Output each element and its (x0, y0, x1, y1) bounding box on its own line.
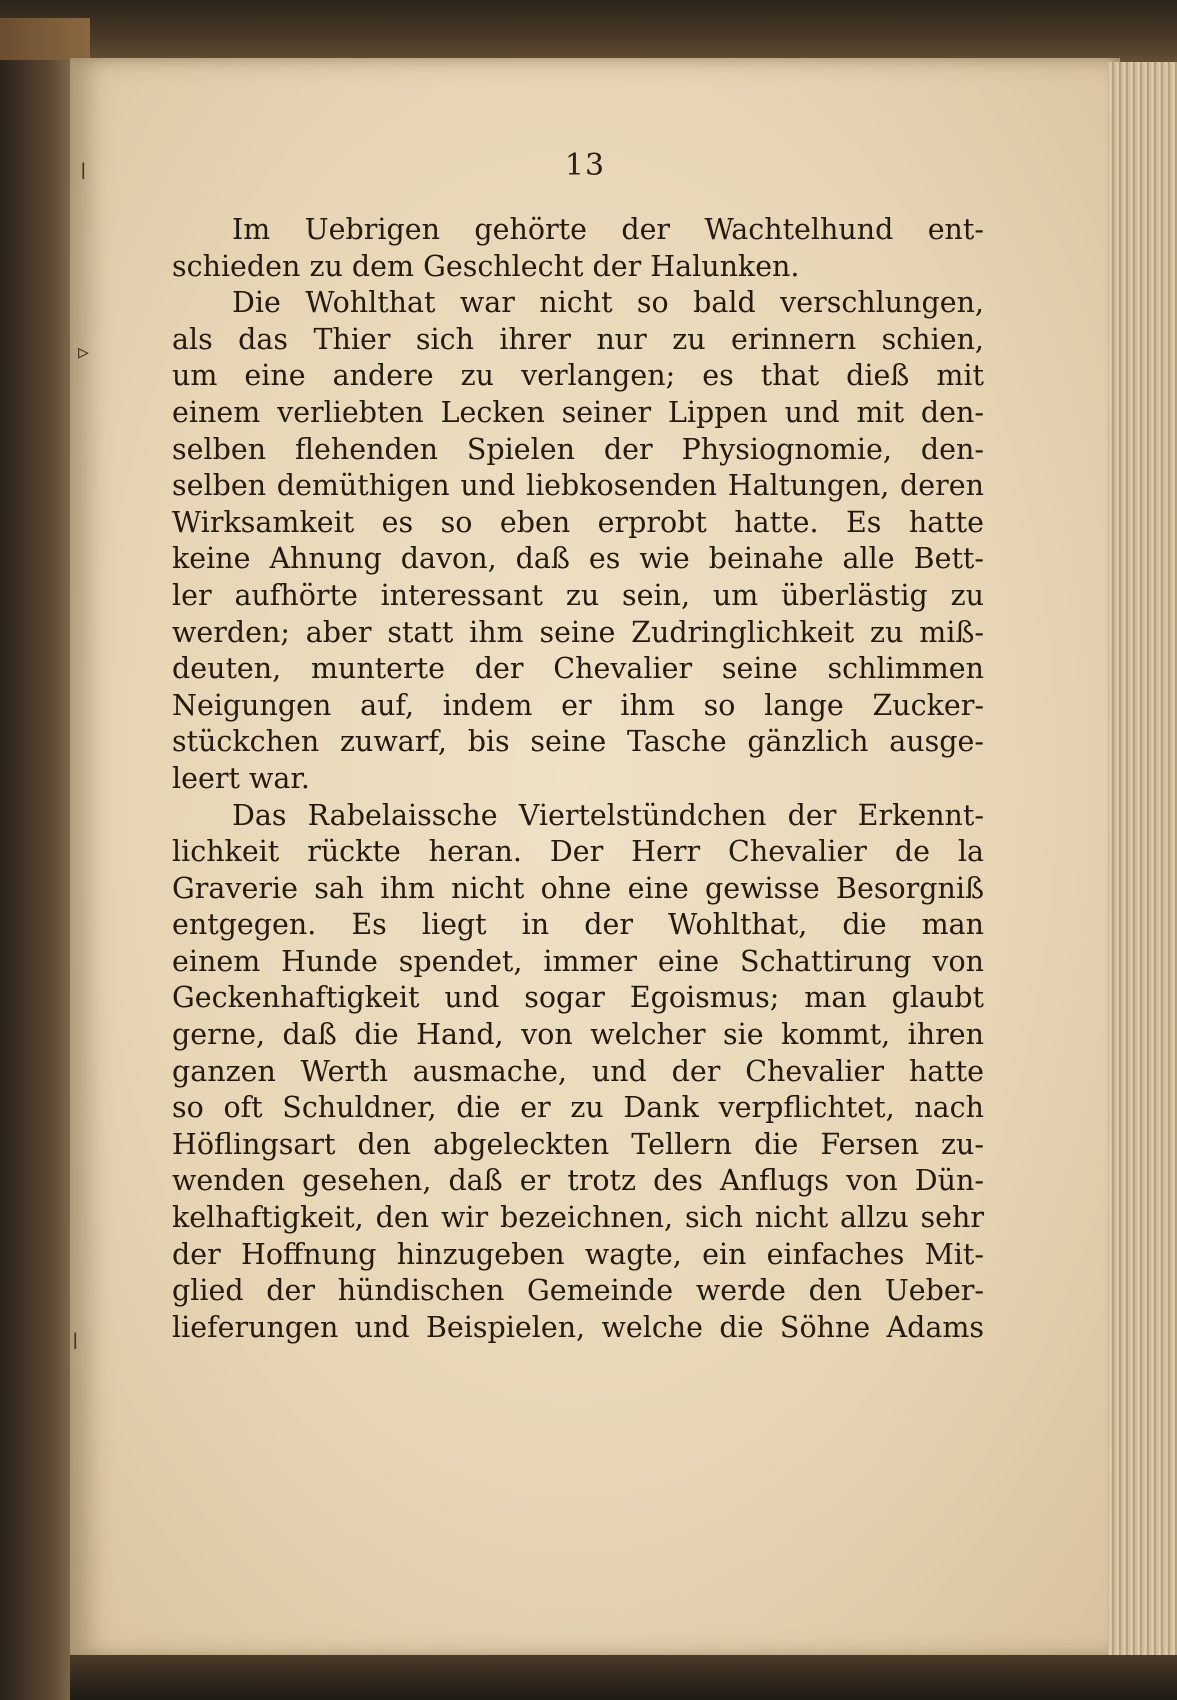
margin-mark: ▹ (78, 340, 90, 365)
text-line: schieden zu dem Geschlecht der Halunken. (172, 249, 800, 283)
text-line: einem Hunde spendet, immer eine Schattirung von (172, 944, 984, 978)
text-line: als das Thier sich ihrer nur zu erinnern schien, (172, 322, 984, 356)
margin-mark: ǀ (72, 1330, 79, 1355)
text-line: entgegen. Es liegt in der Wohlthat, die man (172, 908, 984, 942)
text-line: Geckenhaftigkeit und sogar Egoismus; man glaubt (172, 981, 984, 1015)
text-line: deuten, munterte der Chevalier seine schlimmen (172, 652, 984, 686)
body-text (172, 212, 984, 1346)
text-line: Die Wohlthat war nicht so bald verschlungen, (232, 286, 984, 320)
text-line: ganzen Werth ausmache, und der Chevalier hatte (172, 1054, 984, 1088)
text-line: gerne, daß die Hand, von welcher sie kommt, ihren (172, 1018, 984, 1052)
page-fore-edge (1108, 62, 1177, 1662)
text-line: Wirksamkeit es so eben erprobt hatte. Es hatte (172, 505, 984, 539)
text-line: kelhaftigkeit, den wir bezeichnen, sich nicht allzu sehr (172, 1201, 984, 1235)
text-line: Höflingsart den abgeleckten Tellern die Fersen zu- (172, 1127, 984, 1161)
text-line: so oft Schuldner, die er zu Dank verpflichtet, nach (172, 1091, 984, 1125)
text-line: stückchen zuwarf, bis seine Tasche gänzlich ausge- (172, 725, 984, 759)
margin-mark: ǀ (80, 160, 87, 185)
text-line: Das Rabelaissche Viertelstündchen der Erkennt- (232, 798, 984, 832)
text-line: einem verliebten Lecken seiner Lippen und mit den- (172, 395, 984, 429)
text-line: lichkeit rückte heran. Der Herr Chevalier de la (172, 835, 984, 869)
text-line: wenden gesehen, daß er trotz des Anflugs von Dün- (172, 1164, 984, 1198)
text-line: Graverie sah ihm nicht ohne eine gewisse Besorgniß (172, 871, 984, 905)
text-line: ler aufhörte interessant zu sein, um überlästig zu (172, 578, 984, 612)
text-line: selben demüthigen und liebkosenden Haltungen, deren (172, 469, 984, 503)
text-line: lieferungen und Beispielen, welche die Söhne Adams (172, 1310, 984, 1344)
text-line: werden; aber statt ihm seine Zudringlichkeit zu miß- (172, 615, 984, 649)
text-line: glied der hündischen Gemeinde werde den Ueber- (172, 1274, 984, 1308)
page-bottom-edge (70, 1655, 1177, 1700)
text-line: Im Uebrigen gehörte der Wachtelhund ent- (232, 213, 984, 246)
text-line: selben flehenden Spielen der Physiognomie, den- (172, 432, 984, 466)
text-line: leert war. (172, 761, 310, 795)
text-line: Neigungen auf, indem er ihm so lange Zucker- (172, 688, 984, 722)
page-number: 13 (564, 148, 606, 183)
text-line: um eine andere zu verlangen; es that dieß mit (172, 359, 984, 393)
text-line: keine Ahnung davon, daß es wie beinahe alle Bett- (172, 542, 984, 576)
text-line: der Hoffnung hinzugeben wagte, ein einfaches Mit- (172, 1237, 984, 1271)
